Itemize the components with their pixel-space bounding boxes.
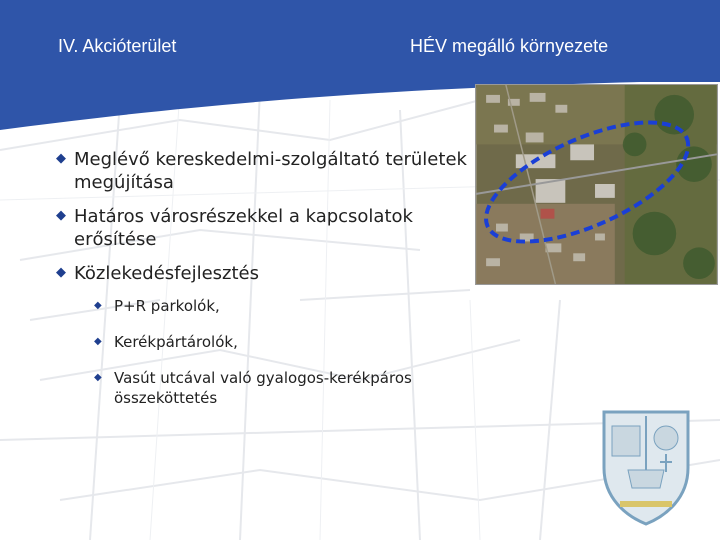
bullet-item	[56, 262, 476, 285]
diamond-bullet-icon: ◆	[56, 208, 66, 223]
section-title: IV. Akcióterület	[58, 36, 177, 56]
bullet-text: Közlekedésfejlesztés	[74, 263, 260, 284]
bullet-item	[56, 205, 476, 251]
sub-bullet-list	[94, 296, 476, 408]
bullet-text: Határos városrészekkel a kapcsolatok erősítése	[74, 206, 413, 250]
sub-bullet-text: Vasút utcával való gyalogos-kerékpáros összeköttetés	[114, 369, 412, 407]
diamond-bullet-icon: ◆	[56, 265, 66, 280]
diamond-bullet-icon: ◆	[94, 372, 102, 383]
bullet-list	[56, 148, 476, 424]
aerial-photo	[475, 84, 718, 285]
sub-bullet-item	[94, 332, 476, 352]
diamond-bullet-icon: ◆	[94, 336, 102, 347]
diamond-bullet-icon: ◆	[94, 300, 102, 311]
sub-bullet-item	[94, 296, 476, 316]
sub-bullet-text: P+R parkolók,	[114, 297, 220, 315]
slide-title: HÉV megálló környezete	[410, 36, 609, 56]
sub-bullet-text: Kerékpártárolók,	[114, 333, 238, 351]
diamond-bullet-icon: ◆	[56, 151, 66, 166]
coat-of-arms	[600, 408, 692, 528]
sub-bullet-item	[94, 368, 476, 408]
bullet-text: Meglévő kereskedelmi-szolgáltató területek megújítása	[74, 149, 467, 193]
bullet-item	[56, 148, 476, 194]
